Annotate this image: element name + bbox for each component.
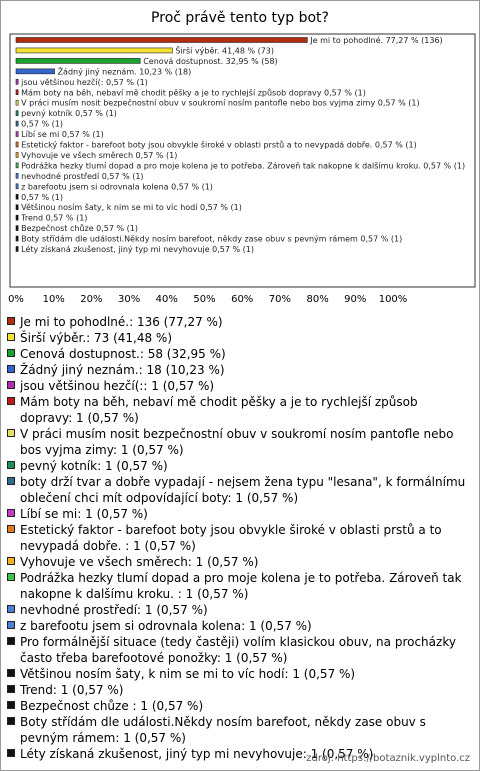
bar-21 (16, 247, 18, 252)
bar-9 (16, 121, 18, 126)
legend-label-8: pevný kotník: 1 (0,57 %) (20, 459, 168, 473)
legend-label-16: Pro formálnější situace (tedy častěji) volím klasickou obuv, na procházky často třeba barefootové ponožky: 1 (0,57 %) (20, 635, 456, 665)
legend-item-2 (6, 330, 472, 346)
legend-swatch-18 (7, 685, 15, 693)
legend-swatch-3 (7, 349, 15, 357)
bar-label-12: Vyhovuje ve všech směrech 0,57 % (1) (21, 150, 178, 160)
legend-swatch-6 (7, 397, 15, 405)
chart-legend (6, 314, 472, 762)
bar-11 (16, 142, 18, 147)
bar-2 (16, 48, 172, 53)
legend-item-7 (6, 426, 472, 458)
legend-swatch-15 (7, 621, 15, 629)
legend-label-6: Mám boty na běh, nebaví mě chodit pěšky a je to rychlejší způsob dopravy: 1 (0,57 %) (20, 395, 418, 425)
legend-label-17: Většinou nosím šaty, k nim se mi to víc hodí: 1 (0,57 %) (20, 667, 356, 681)
legend-item-20 (6, 714, 472, 746)
legend-item-15 (6, 618, 472, 634)
bar-label-14: nevhodné prostředí 0,57 % (1) (21, 171, 144, 181)
legend-label-2: Širší výběr.: 73 (41,48 %) (20, 331, 173, 345)
bar-label-10: Líbí se mi 0,57 % (1) (21, 130, 104, 140)
x-tick-6: 60% (231, 294, 254, 305)
chart-title: Proč právě tento typ bot? (151, 10, 329, 26)
bar-label-11: Estetický faktor - barefoot boty jsou obvykle široké v oblasti prstů a to nevypadá dobře. 0,57 % (1) (21, 140, 417, 150)
legend-item-14 (6, 602, 472, 618)
legend-item-19 (6, 698, 472, 714)
legend-swatch-7 (7, 429, 15, 437)
legend-item-16 (6, 634, 472, 666)
bar-label-17: Většinou nosím šaty, k nim se mi to víc hodí 0,57 % (1) (21, 203, 242, 213)
bar-14 (16, 173, 18, 178)
bar-label-6: Mám boty na běh, nebaví mě chodit pěšky a je to rychlejší způsob dopravy 0,57 % (1) (21, 88, 366, 98)
legend-label-9: boty drží tvar a dobře vypadají - nejsem žena typu "lesana", k formálnímu oblečení chci mít odpovídající boty: 1 (0,57 %) (20, 475, 466, 505)
legend-item-1 (6, 314, 472, 330)
legend-item-17 (6, 666, 472, 682)
legend-swatch-13 (7, 573, 15, 581)
x-tick-2: 20% (80, 294, 103, 305)
legend-item-10 (6, 506, 472, 522)
bar-15 (16, 184, 18, 189)
legend-swatch-4 (7, 365, 15, 373)
bar-1 (16, 38, 307, 43)
bar-10 (16, 132, 18, 137)
legend-label-13: Podrážka hezky tlumí dopad a pro moje kolena je to potřeba. Zároveň tak nakopne k dalšímu kroku. : 1 (0,57 %) (20, 571, 462, 601)
legend-label-21: Léty získaná zkušenost, jiný typ mi nevyhovuje: 1 (0,57 %) (20, 747, 374, 761)
bar-label-4: Žádný jiný neznám. 10,23 % (18) (57, 67, 192, 77)
legend-swatch-19 (7, 701, 15, 709)
legend-item-6 (6, 394, 472, 426)
legend-item-13 (6, 570, 472, 602)
legend-label-1: Je mi to pohodlné.: 136 (77,27 %) (20, 315, 223, 329)
x-tick-3: 30% (117, 294, 141, 305)
bar-label-9: 0,57 % (1) (21, 119, 63, 129)
legend-item-12 (6, 554, 472, 570)
legend-item-11 (6, 522, 472, 554)
legend-label-19: Bezpečnost chůze : 1 (0,57 %) (20, 699, 204, 713)
bar-label-21: Léty získaná zkušenost, jiný typ mi nevyhovuje 0,57 % (1) (21, 245, 255, 254)
bar-label-15: z barefootu jsem si odrovnala kolena 0,57 % (1) (21, 182, 213, 192)
legend-item-18 (6, 682, 472, 698)
x-tick-9: 90% (344, 294, 367, 305)
legend-label-4: Žádný jiný neznám.: 18 (10,23 %) (20, 363, 225, 377)
legend-swatch-8 (7, 461, 15, 469)
legend-swatch-17 (7, 669, 15, 677)
bar-17 (16, 205, 18, 210)
bar-3 (16, 58, 140, 63)
x-tick-10: 100% (378, 294, 408, 305)
bar-18 (16, 215, 18, 220)
legend-label-15: z barefootu jsem si odrovnala kolena: 1 (0,57 %) (20, 619, 312, 633)
bar-4 (16, 69, 55, 74)
bar-label-18: Trend 0,57 % (1) (21, 213, 88, 223)
legend-label-18: Trend: 1 (0,57 %) (20, 683, 124, 697)
legend-label-5: jsou většinou hezčí(:: 1 (0,57 %) (20, 379, 215, 393)
legend-swatch-1 (7, 317, 15, 325)
legend-swatch-5 (7, 381, 15, 389)
legend-swatch-11 (7, 525, 15, 533)
legend-swatch-12 (7, 557, 15, 565)
legend-item-8 (6, 458, 472, 474)
legend-item-3 (6, 346, 472, 362)
x-tick-0: 0% (8, 294, 24, 305)
bar-label-19: Bezpečnost chůze 0,57 % (1) (21, 224, 139, 234)
bar-label-1: Je mi to pohodlné. 77,27 % (136) (310, 36, 443, 45)
bar-label-20: Boty střídám dle události.Někdy nosím barefoot, někdy zase obuv s pevným rámem 0,57 % (1) (21, 234, 403, 244)
bar-label-13: Podrážka hezky tlumí dopad a pro moje kolena je to potřeba. Zároveň tak nakopne k dalšímu kroku. 0,57 % (1) (21, 161, 466, 171)
source-note: zdroj: https://botaznik.vyplnto.cz (306, 753, 470, 764)
x-tick-4: 40% (155, 294, 178, 305)
legend-label-7: V práci musím nosit bezpečnostní obuv v soukromí nosím pantofle nebo bos vyjma zimy: 1 (0,57 %) (20, 427, 454, 457)
bar-5 (16, 79, 18, 84)
legend-swatch-21 (7, 749, 15, 757)
bar-label-3: Cenová dostupnost. 32,95 % (58) (143, 56, 278, 66)
legend-item-5 (6, 378, 472, 394)
bar-chart (0, 0, 480, 312)
bar-label-16: 0,57 % (1) (21, 192, 63, 202)
bar-label-7: V práci musím nosit bezpečnostní obuv v soukromí nosím pantofle nebo bos vyjma zimy 0,57 % (1) (21, 98, 420, 108)
bar-6 (16, 90, 18, 95)
legend-swatch-16 (7, 637, 15, 645)
legend-item-4 (6, 362, 472, 378)
x-tick-5: 50% (193, 294, 216, 305)
legend-label-3: Cenová dostupnost.: 58 (32,95 %) (20, 347, 226, 361)
legend-label-11: Estetický faktor - barefoot boty jsou obvykle široké v oblasti prstů a to nevypadá dobře. : 1 (0,57 %) (20, 523, 442, 553)
bar-label-8: pevný kotník 0,57 % (1) (21, 109, 117, 119)
legend-swatch-14 (7, 605, 15, 613)
legend-item-9 (6, 474, 472, 506)
x-tick-1: 10% (42, 294, 65, 305)
bar-13 (16, 163, 18, 168)
legend-label-20: Boty střídám dle události.Někdy nosím barefoot, někdy zase obuv s pevným rámem: 1 (0,57 %) (20, 715, 426, 745)
bar-label-2: Širší výběr. 41,48 % (73) (175, 46, 275, 56)
bar-19 (16, 226, 18, 231)
legend-swatch-20 (7, 717, 15, 725)
bar-12 (16, 152, 18, 157)
bar-20 (16, 236, 18, 241)
bar-16 (16, 194, 18, 199)
bar-8 (16, 111, 18, 116)
x-tick-8: 80% (306, 294, 329, 305)
legend-swatch-9 (7, 477, 15, 485)
legend-swatch-2 (7, 333, 15, 341)
legend-label-10: Líbí se mi: 1 (0,57 %) (20, 507, 148, 521)
bar-label-5: jsou většinou hezčí(: 0,57 % (1) (21, 77, 148, 87)
bar-7 (16, 100, 18, 105)
legend-swatch-10 (7, 509, 15, 517)
legend-label-12: Vyhovuje ve všech směrech: 1 (0,57 %) (20, 555, 259, 569)
x-tick-7: 70% (268, 294, 292, 305)
legend-label-14: nevhodné prostředí: 1 (0,57 %) (20, 603, 208, 617)
